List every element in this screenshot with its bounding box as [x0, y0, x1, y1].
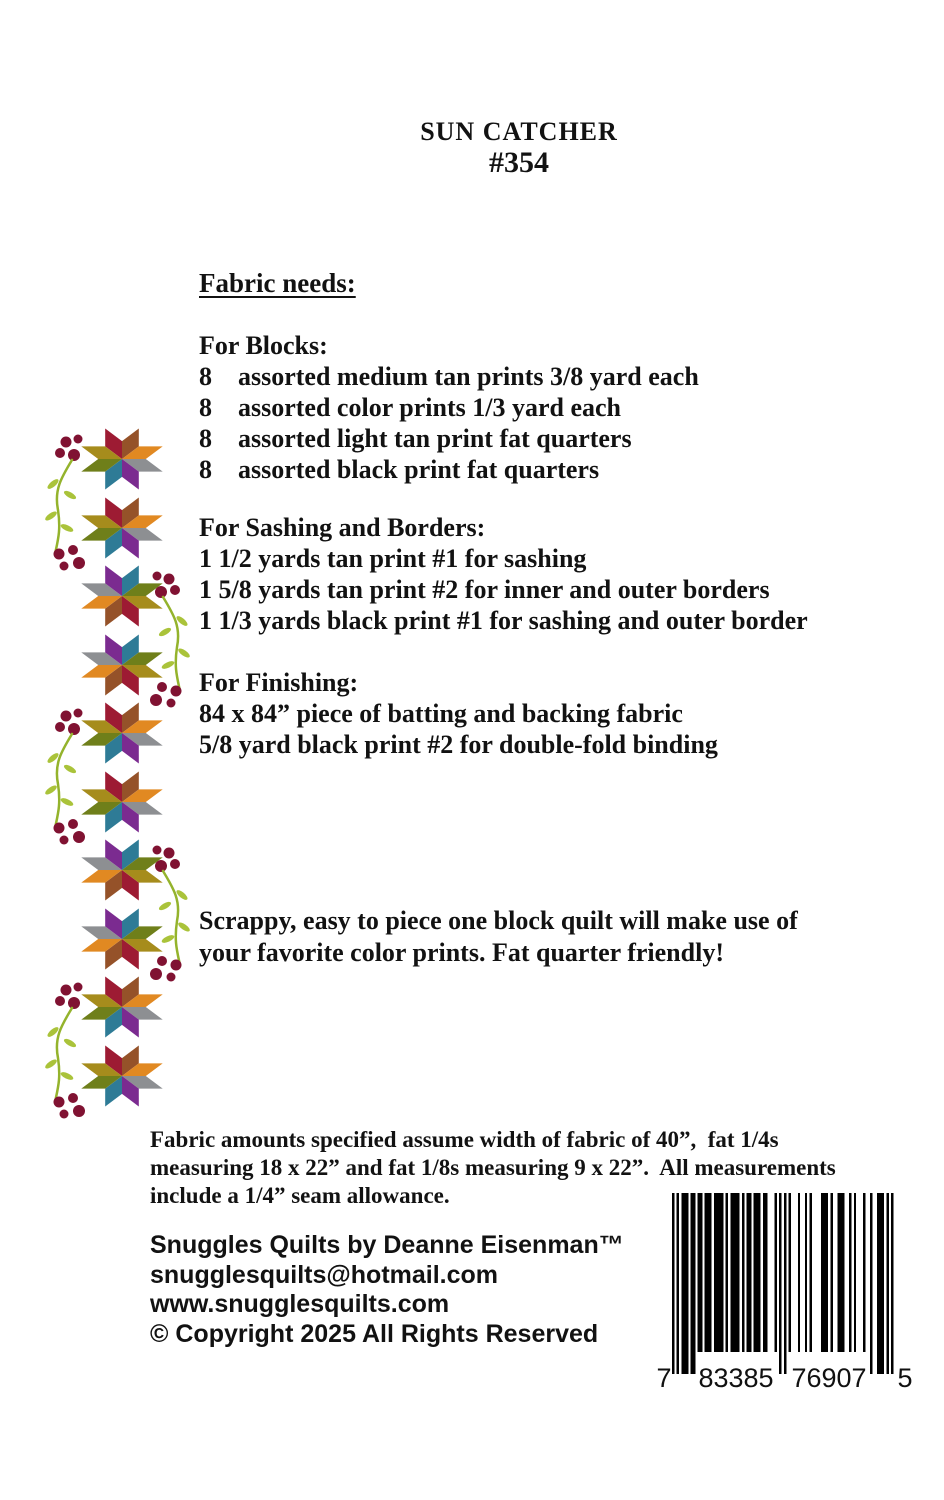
fabric-item: 1 5/8 yards tan print #2 for inner and outer borders: [199, 575, 770, 604]
quilt-star-group: [78, 700, 166, 835]
svg-text:7: 7: [656, 1363, 672, 1393]
pattern-number: #354: [488, 146, 549, 179]
disclaimer-line: measuring 18 x 22” and fat 1/8s measuring 9 x 22”. All measurements: [150, 1155, 836, 1180]
quilt-star-icon: [78, 769, 166, 835]
disclaimer-line: Fabric amounts specified assume width of fabric of 40”, fat 1/4s: [150, 1127, 779, 1152]
fabric-item-text: assorted light tan print fat quarters: [238, 424, 632, 453]
publisher-name: Snuggles Quilts by Deanne Eisenman™: [150, 1231, 624, 1259]
quilt-star-icon: [78, 974, 166, 1040]
svg-text:5: 5: [897, 1363, 913, 1393]
for-blocks-heading: For Blocks:: [199, 331, 328, 360]
for-finishing-section: [199, 667, 718, 760]
vine-berries-icon: [142, 569, 190, 717]
publisher-email: snugglesquilts@hotmail.com: [150, 1260, 499, 1289]
fabric-item: [199, 361, 699, 392]
copyright-notice: © Copyright 2025 All Rights Reserved: [150, 1319, 599, 1348]
quilt-star-icon: [78, 1043, 166, 1109]
quilt-star-icon: [78, 700, 166, 766]
fabric-item-qty: 8: [199, 393, 212, 422]
fabric-item: 5/8 yard black print #2 for double-fold binding: [199, 730, 718, 759]
quilt-star-group: [78, 426, 166, 561]
quilt-star-icon: [78, 837, 166, 903]
description-line: Scrappy, easy to piece one block quilt will make use of: [199, 906, 798, 935]
publisher-website: www.snugglesquilts.com: [150, 1290, 450, 1318]
svg-text:83385: 83385: [698, 1363, 774, 1393]
fabric-item-qty: 8: [199, 455, 212, 484]
quilt-star-icon: [78, 563, 166, 629]
vine-berries-icon: [45, 706, 93, 854]
disclaimer-line: include a 1/4” seam allowance.: [150, 1183, 450, 1208]
description-line: your favorite color prints. Fat quarter friendly!: [199, 938, 724, 967]
quilt-star-icon: [78, 426, 166, 492]
fabric-item: 1 1/3 yards black print #1 for sashing and outer border: [199, 606, 808, 635]
quilt-star-group: [78, 563, 166, 698]
quilt-star-group: [78, 837, 166, 972]
for-sashing-heading: For Sashing and Borders:: [199, 513, 486, 542]
for-sashing-borders-section: [199, 512, 808, 636]
vine-berries-icon: [45, 980, 93, 1128]
quilt-star-group: [78, 974, 166, 1109]
upc-barcode: [656, 1190, 918, 1395]
fabric-item-text: assorted black print fat quarters: [238, 455, 600, 484]
svg-text:76907: 76907: [791, 1363, 867, 1393]
for-finishing-heading: For Finishing:: [199, 668, 359, 697]
fabric-item: [199, 423, 699, 454]
barcode-bars: [656, 1190, 918, 1395]
quilt-star-icon: [78, 632, 166, 698]
fabric-item: 84 x 84” piece of batting and backing fabric: [199, 699, 683, 728]
publisher-info: [150, 1231, 624, 1349]
pattern-description: [199, 905, 798, 969]
quilt-star-icon: [78, 495, 166, 561]
fabric-item: [199, 392, 699, 423]
header: [420, 118, 618, 179]
vine-berries-icon: [142, 843, 190, 991]
quilt-star-icon: [78, 906, 166, 972]
fabric-item: 1 1/2 yards tan print #1 for sashing: [199, 544, 587, 573]
fabric-item-text: assorted color prints 1/3 yard each: [238, 393, 621, 422]
pattern-title: SUN CATCHER: [420, 117, 618, 146]
fabric-item-qty: 8: [199, 362, 212, 391]
fabric-needs-heading: Fabric needs:: [199, 268, 356, 298]
fabric-item-qty: 8: [199, 424, 212, 453]
for-blocks-section: [199, 330, 699, 485]
vine-berries-icon: [45, 432, 93, 580]
fabric-item-text: assorted medium tan prints 3/8 yard each: [238, 362, 699, 391]
fabric-item: [199, 454, 699, 485]
